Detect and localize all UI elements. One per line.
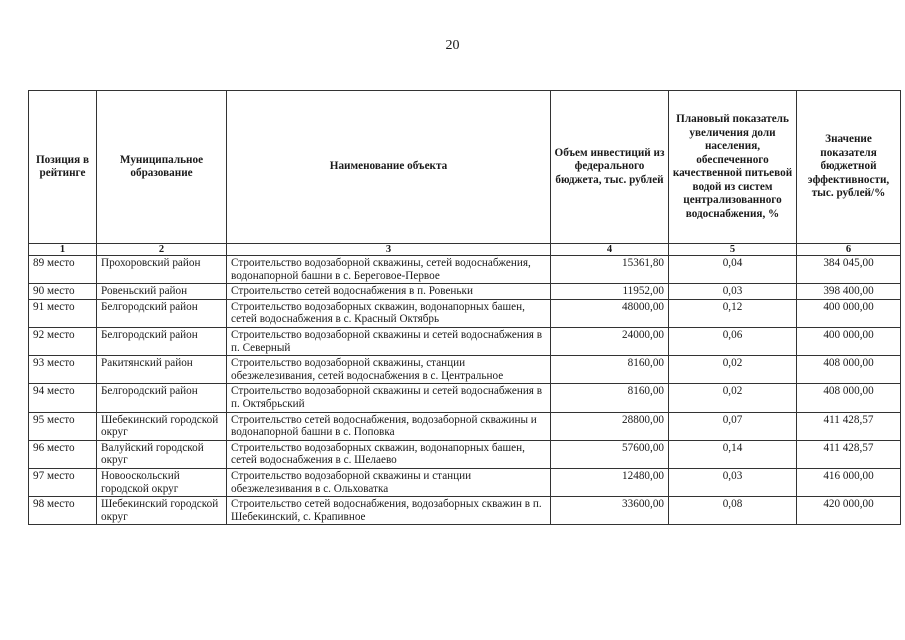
cell-investment: 8160,00 [551,384,669,412]
column-number: 2 [97,244,227,256]
cell-municipality: Белгородский район [97,384,227,412]
cell-municipality: Белгородский район [97,327,227,355]
cell-indicator: 0,06 [669,327,797,355]
column-number: 6 [797,244,901,256]
table-row [29,256,901,284]
cell-efficiency: 408 000,00 [797,356,901,384]
table-row [29,497,901,525]
cell-investment: 8160,00 [551,356,669,384]
column-number: 1 [29,244,97,256]
cell-indicator: 0,04 [669,256,797,284]
cell-investment: 57600,00 [551,440,669,468]
cell-position: 92 место [29,327,97,355]
cell-position: 98 место [29,497,97,525]
cell-object-name: Строительство водозаборных скважин, водонапорных башен, сетей водоснабжения в с. Шелаево [227,440,551,468]
table-row [29,384,901,412]
cell-municipality: Шебекинский городской округ [97,412,227,440]
cell-position: 89 место [29,256,97,284]
cell-municipality: Белгородский район [97,299,227,327]
cell-position: 97 место [29,468,97,496]
cell-indicator: 0,02 [669,384,797,412]
column-number-row [29,244,901,256]
table-row [29,468,901,496]
cell-object-name: Строительство водозаборных скважин, водонапорных башен, сетей водоснабжения в с. Красный Октябрь [227,299,551,327]
cell-position: 94 место [29,384,97,412]
cell-investment: 33600,00 [551,497,669,525]
table-row [29,356,901,384]
page-number: 20 [445,38,460,53]
cell-efficiency: 398 400,00 [797,284,901,300]
cell-position: 95 место [29,412,97,440]
cell-object-name: Строительство водозаборной скважины и станции обезжелезивания в с. Ольховатка [227,468,551,496]
cell-indicator: 0,03 [669,284,797,300]
cell-object-name: Строительство водозаборной скважины и сетей водоснабжения в п. Северный [227,327,551,355]
table-row [29,284,901,300]
column-number: 4 [551,244,669,256]
cell-investment: 15361,80 [551,256,669,284]
table-row [29,327,901,355]
cell-indicator: 0,14 [669,440,797,468]
table-row [29,412,901,440]
cell-investment: 12480,00 [551,468,669,496]
cell-investment: 24000,00 [551,327,669,355]
cell-efficiency: 408 000,00 [797,384,901,412]
cell-indicator: 0,07 [669,412,797,440]
cell-object-name: Строительство сетей водоснабжения, водозаборной скважины и водонапорной башни в с. Поповка [227,412,551,440]
column-number: 3 [227,244,551,256]
cell-object-name: Строительство водозаборной скважины, сетей водоснабжения, водонапорной башни в с. Береговое-Первое [227,256,551,284]
cell-indicator: 0,12 [669,299,797,327]
cell-efficiency: 384 045,00 [797,256,901,284]
cell-efficiency: 420 000,00 [797,497,901,525]
cell-municipality: Новооскольский городской округ [97,468,227,496]
header-municipality: Муниципальное образование [97,91,227,244]
header-planned-indicator: Плановый показатель увеличения доли населения, обеспеченного качественной питьевой водой из систем централизованного водоснабжения, % [669,91,797,244]
cell-indicator: 0,08 [669,497,797,525]
cell-efficiency: 400 000,00 [797,299,901,327]
header-object-name: Наименование объекта [227,91,551,244]
cell-efficiency: 411 428,57 [797,440,901,468]
cell-municipality: Шебекинский городской округ [97,497,227,525]
cell-efficiency: 400 000,00 [797,327,901,355]
cell-efficiency: 411 428,57 [797,412,901,440]
cell-object-name: Строительство водозаборной скважины, станции обезжелезивания, сетей водоснабжения в с. Центральное [227,356,551,384]
cell-object-name: Строительство сетей водоснабжения, водозаборных скважин в п. Шебекинский, с. Крапивное [227,497,551,525]
header-position: Позиция в рейтинге [29,91,97,244]
cell-municipality: Ровеньский район [97,284,227,300]
header-efficiency: Значение показателя бюджетной эффективности, тыс. рублей/% [797,91,901,244]
cell-indicator: 0,02 [669,356,797,384]
cell-investment: 11952,00 [551,284,669,300]
cell-object-name: Строительство водозаборной скважины и сетей водоснабжения в п. Октябрьский [227,384,551,412]
cell-investment: 48000,00 [551,299,669,327]
table-row [29,440,901,468]
cell-position: 90 место [29,284,97,300]
table-header-row [29,91,901,244]
cell-position: 91 место [29,299,97,327]
cell-municipality: Валуйский городской округ [97,440,227,468]
rating-table [28,90,901,525]
column-number: 5 [669,244,797,256]
table-row [29,299,901,327]
cell-efficiency: 416 000,00 [797,468,901,496]
cell-municipality: Прохоровский район [97,256,227,284]
header-investment: Объем инвестиций из федерального бюджета, тыс. рублей [551,91,669,244]
cell-municipality: Ракитянский район [97,356,227,384]
cell-object-name: Строительство сетей водоснабжения в п. Ровеньки [227,284,551,300]
cell-position: 96 место [29,440,97,468]
cell-position: 93 место [29,356,97,384]
cell-indicator: 0,03 [669,468,797,496]
cell-investment: 28800,00 [551,412,669,440]
